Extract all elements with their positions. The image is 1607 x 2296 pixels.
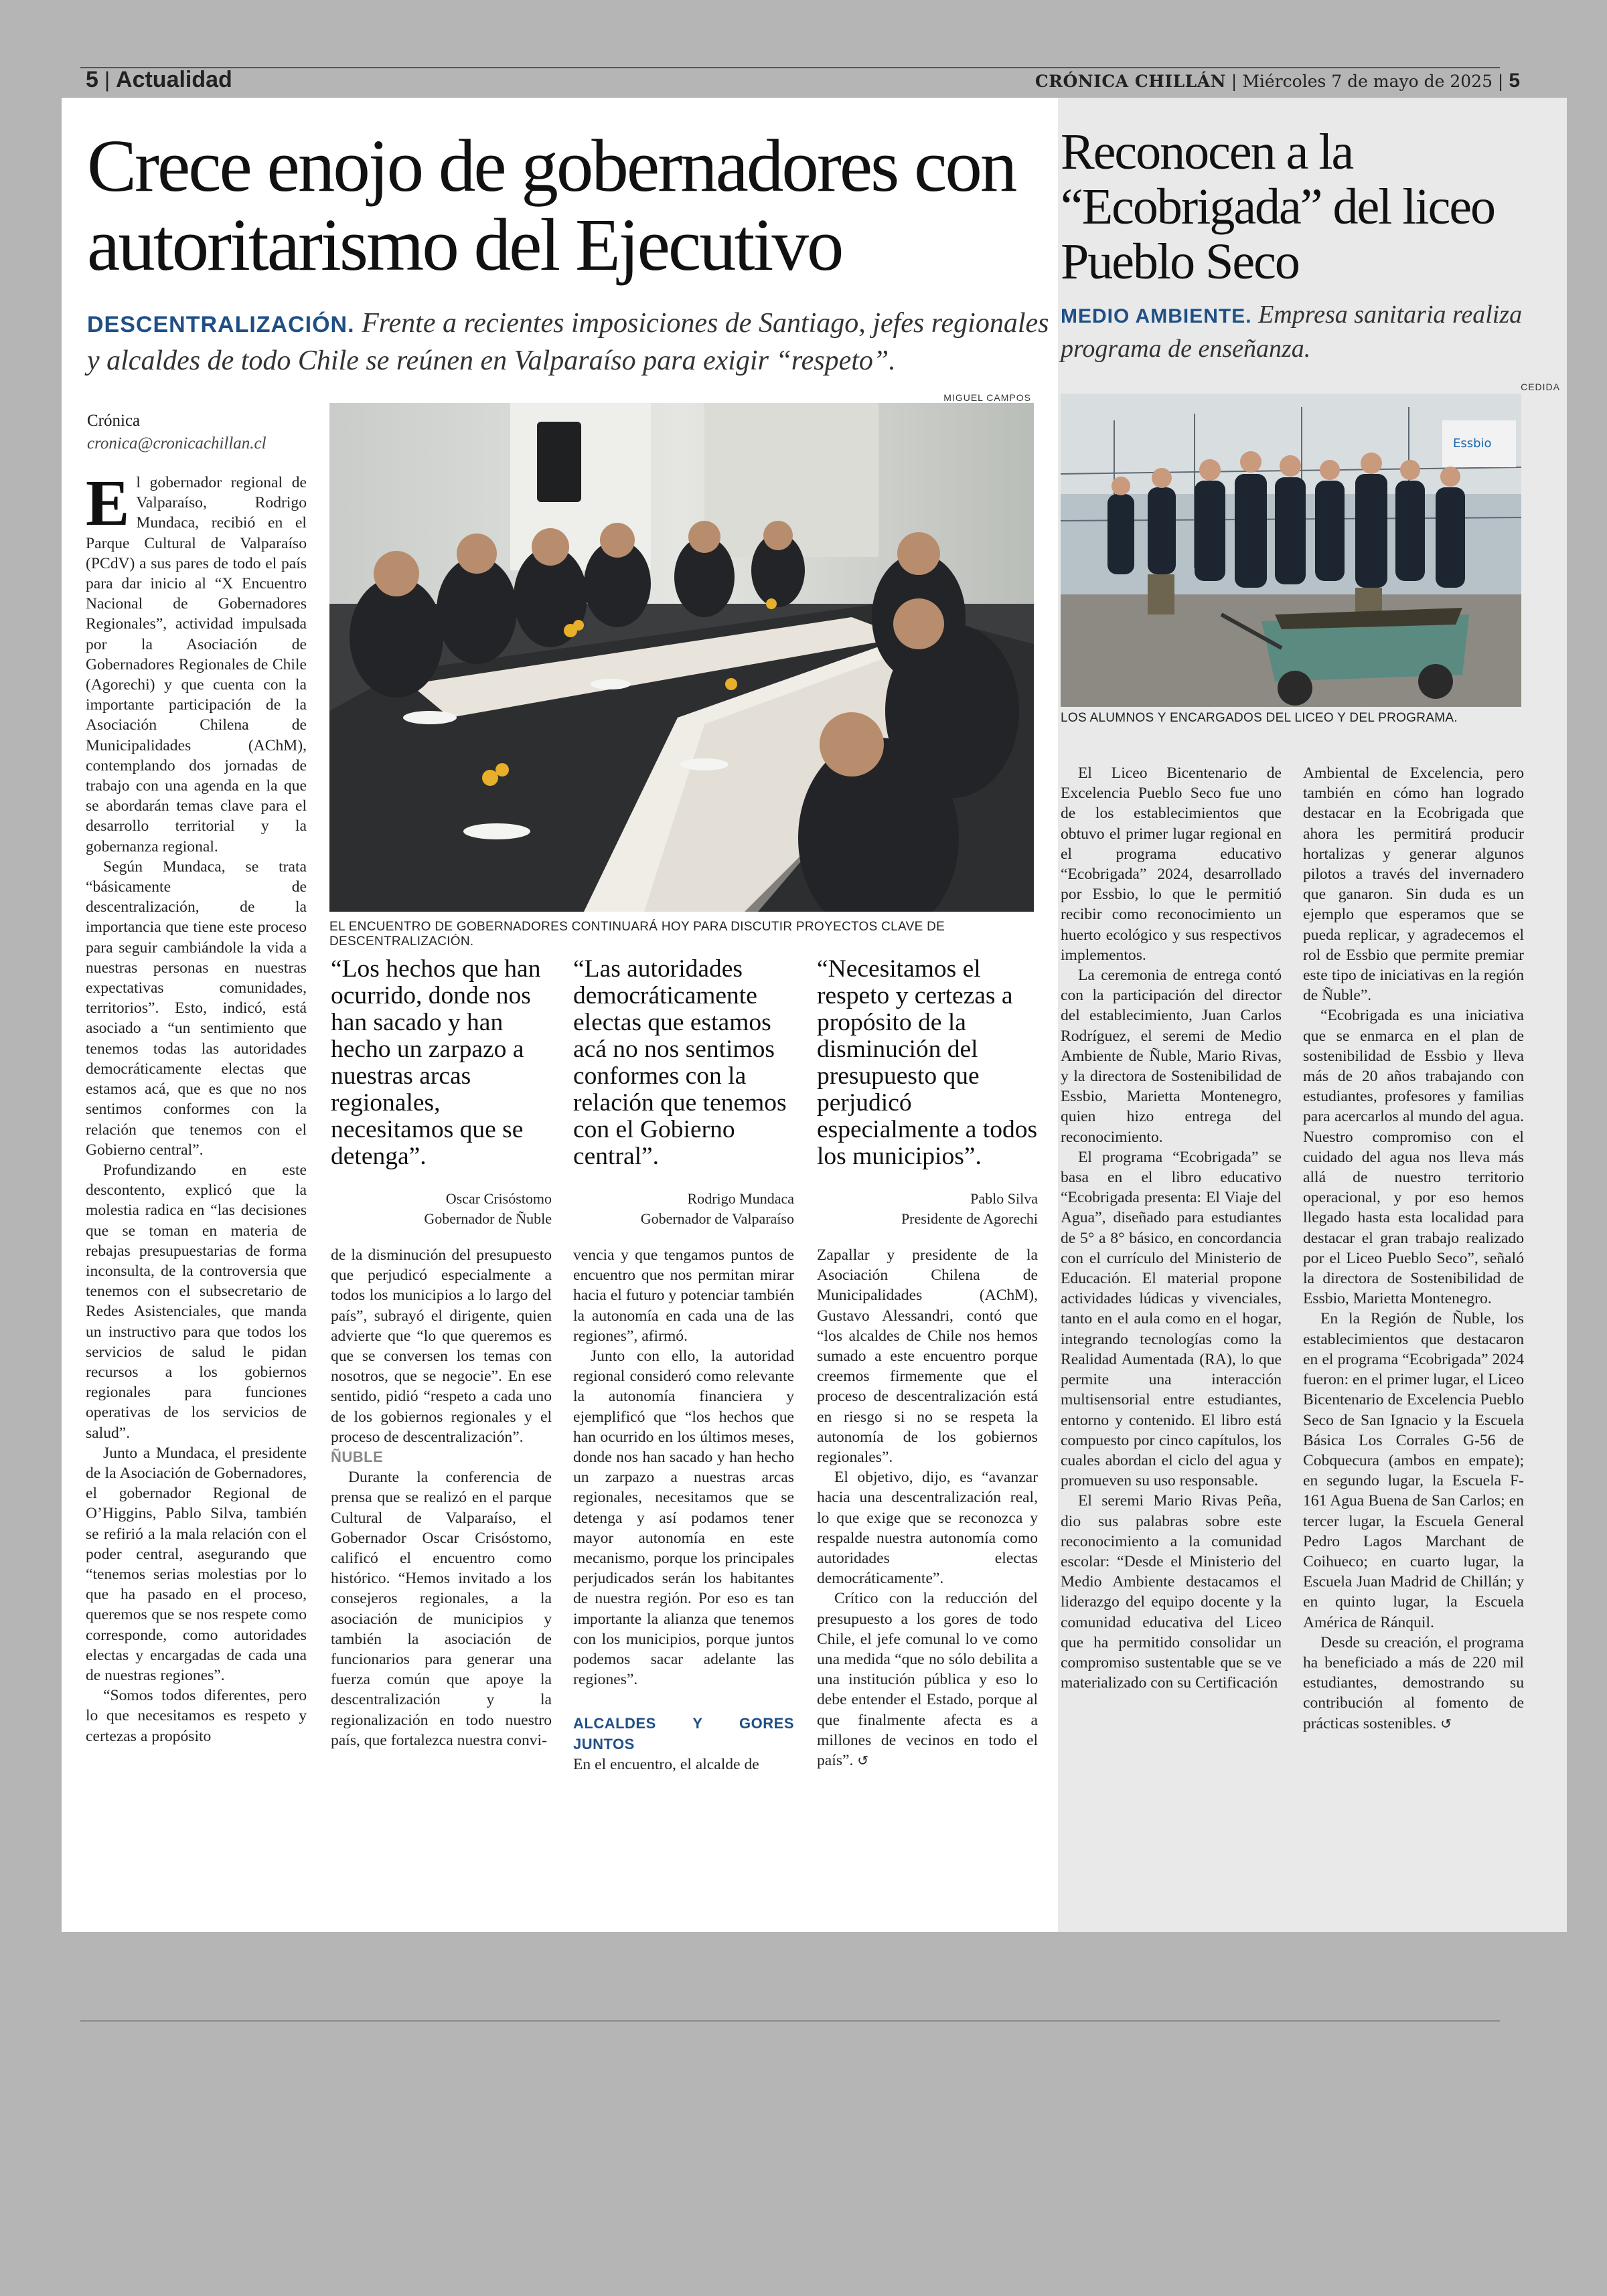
body-column-4 — [817, 1245, 1038, 1771]
author-email: cronica@cronicachillan.cl — [87, 434, 266, 453]
photo-credit: MIGUEL CAMPOS — [943, 392, 1031, 403]
paragraph: El gobernador regional de Valparaíso, Rodrigo Mundaca, recibió en el Parque Cultural de Valparaíso (PCdV) a sus pares de todo el país para dar inicio al “X Encuentro Nacional de Gobernadores Regionales”, actividad impulsada por la Asociación de Gobernadores Regionales de Chile (Agorechi) y que cuenta con la importante participación de la Asociación Chilena de Municipalidades (AChM), contemplando dos jornadas de trabajo con una agenda en la que se abordarán temas clave para el desarrollo territorial y la gobernanza regional. — [86, 467, 307, 855]
quote-attribution-2 — [573, 1189, 794, 1229]
side-headline: Reconocen a la “Ecobrigada” del liceo Pueblo Seco — [1061, 124, 1495, 290]
paragraph: Ambiental de Excelencia, pero también en cómo han logrado destacar en la Ecobrigada que ahora les permitirá producir hortalizas y generar algunos pilotos a través del invernadero que ganaron. Sin duda es un ejemplo que esperamos que se pueda replicar, y agradecemos el rol de Essbio que permite premiar este tipo de iniciativas en la región de Ñuble”. — [1303, 764, 1524, 1005]
speaker-icon — [537, 422, 581, 502]
quote-attribution-3 — [817, 1189, 1038, 1229]
footer-rule — [80, 2020, 1500, 2022]
quote-name: Oscar Crisóstomo — [445, 1190, 552, 1207]
body-column-2 — [331, 1245, 552, 1750]
paragraph: Durante la conferencia de prensa que se realizó en el parque Cultural de Valparaíso, el Gobernador Oscar Crisóstomo, calificó el encuentro como histórico. “Hemos invitado a los consejeros regionales, a la asociación de municipios y también la asociación de funcionarios para generar una fuerza común que apoye la descentralización y la regionalización en todo nuestro país, que fortalezca nuestra convi- — [331, 1469, 552, 1749]
paragraph: La ceremonia de entrega contó con la participación del director del establecimiento, Juan Carlos Rodríguez, el seremi de Medio Ambiente de Ñuble, Mario Rivas, y la directora de Sostenibilidad de Essbio, Marietta Montenegro, quien hizo entrega del reconocimiento. — [1061, 967, 1282, 1146]
paragraph: “Somos todos diferentes, pero lo que necesitamos es respeto y certezas a propósito — [86, 1687, 307, 1745]
side-deck-text: Empresa sanitaria realiza programa de enseñanza. — [1061, 301, 1523, 363]
quote-attribution-1 — [331, 1189, 552, 1229]
side-photo-credit: CEDIDA — [1521, 382, 1560, 392]
paragraph: Junto a Mundaca, el presidente de la Asociación de Gobernadores, el gobernador Regional de O’Higgins, Pablo Silva, también se refirió a la mala relación con el poder central, asegurando que “tenemos serias molestias por lo que ha pasado en el proceso, queremos que se nos respete como corresponde, como autoridades electas y encargadas de cada una de nuestras regiones”. — [86, 1444, 307, 1684]
paragraph: En la Región de Ñuble, los establecimientos que destacaron en el programa “Ecobrigada” 2024 fueron: en el primer lugar, el Liceo Bicentenario de Excelencia Pueblo Seco de San Ignacio y la Escuela Básica Los Corrales G-56 de Cobquecura (ambos en empate); en segundo lugar, la Escuela F-161 Agua Buena de San Carlos; en tercer lugar, la Escuela General Pedro Lagos Marchant de Coihueco; en cuarto lugar, la Escuela Juan Madrid de Chillán; y en quinto lugar, la Escuela América de Ránquil. — [1303, 1310, 1524, 1631]
quote-role: Gobernador de Valparaíso — [640, 1210, 794, 1227]
pull-quote-2: “Las autoridades democráticamente electas que estamos acá no nos sentimos conformes con la relación que tenemos con el Gobierno central”. — [573, 955, 787, 1170]
ecobrigada-photo — [1061, 394, 1521, 707]
publication-date: Miércoles 7 de mayo de 2025 — [1242, 72, 1493, 91]
subhead-nuble: ÑUBLE — [331, 1449, 384, 1466]
author: Crónica — [87, 412, 141, 430]
publication-name: CRÓNICA CHILLÁN — [1035, 72, 1226, 91]
paragraph: El seremi Mario Rivas Peña, dio sus palabras sobre este reconocimiento a la comunidad escolar: “Desde el Ministerio del Medio Ambiente destacamos el liderazgo del equipo docente y la comunidad educativa del Liceo que ha permitido consolidar un compromiso sustentable que se ve materializado con su Certificación — [1061, 1492, 1282, 1692]
side-column-1 — [1061, 763, 1282, 1693]
dropcap: E — [86, 467, 130, 540]
subhead-alcaldes: ALCALDES Y GORES JUNTOS — [573, 1715, 794, 1752]
end-mark-icon: ↺ — [857, 1752, 869, 1769]
paragraph: El programa “Ecobrigada” se basa en el libro educativo “Ecobrigada presenta: El Viaje del Agua”, diseñado para estudiantes de 5° a 8° básico, en concordancia con el currículo del Ministerio de Educación. El material propone actividades lúdicas y vivenciales, tanto en el aula como en el hogar, integrando tecnologías como la Realidad Aumentada (RA), lo que permite una interacción multisensorial entre estudiantes, entorno y contenido. El libro está compuesto por cinco capítulos, los cuales abordan el ciclo del agua y promueven su uso responsable. — [1061, 1148, 1282, 1490]
page-number: 5 — [1509, 70, 1520, 92]
section-header: 5 | Actualidad — [86, 67, 232, 92]
quote-role: Presidente de Agorechi — [901, 1210, 1038, 1227]
side-photo-caption: LOS ALUMNOS Y ENCARGADOS DEL LICEO Y DEL PROGRAMA. — [1061, 711, 1458, 725]
main-deck-text: Frente a recientes imposiciones de Santiago, jefes regionales y alcaldes de todo Chile se reúnen en Valparaíso para exigir “respeto”. — [87, 308, 1049, 376]
pull-quote-3: “Necesitamos el respeto y certezas a propósito de la disminución del presupuesto que perjudicó especialmente a todos los municipios”. — [817, 955, 1038, 1170]
photo-caption: EL ENCUENTRO DE GOBERNADORES CONTINUARÁ HOY PARA DISCUTIR PROYECTOS CLAVE DE DESCENTRALIZACIÓN. — [329, 920, 945, 949]
side-column-2 — [1303, 763, 1524, 1734]
paragraph: El objetivo, dijo, es “avanzar hacia una descentralización real, lo que exige que se reconozca y respalde nuestra autonomía como autoridades electas democráticamente”. — [817, 1469, 1038, 1588]
side-kicker: MEDIO AMBIENTE. — [1061, 305, 1252, 327]
main-deck — [87, 305, 1051, 379]
side-deck — [1061, 299, 1556, 365]
meeting-photo — [329, 403, 1034, 912]
paragraph: Junto con ello, la autoridad regional consideró como relevante la autonomía financiera y ejemplificó que “los hechos que han ocurrido en los últimos meses, donde nos han sacado y han hecho un zarpazo a nuestras arcas regionales, necesitamos que se detenga y así podamos tener mayor autonomía en este mecanismo, porque los principales perjudicados serán los habitantes de nuestra región. Por eso es tan importante la alianza que tenemos con los municipios, porque juntos podemos sacar adelante las regiones”. — [573, 1347, 794, 1689]
quote-name: Pablo Silva — [970, 1190, 1038, 1207]
paragraph: Zapallar y presidente de la Asociación Chilena de Municipalidades (AChM), Gustavo Alessandri, contó que “los alcaldes de Chile nos hemos sumado a este encuentro porque creemos firmemente que el proceso de descentralización está en riesgo si no se respeta la autonomía de los gobiernos regionales”. — [817, 1246, 1038, 1467]
main-kicker: DESCENTRALIZACIÓN. — [87, 312, 355, 337]
paragraph: Desde su creación, el programa ha beneficiado a más de 220 mil estudiantes, demostrando su contribución al fomento de prácticas sostenibles. ↺ — [1303, 1633, 1524, 1732]
paragraph: “Ecobrigada es una iniciativa que se enmarca en el plan de sostenibilidad de Essbio y lleva más de 20 años trabajando con estudiantes, profesores y familias para acercarlos al mundo del agua. Nuestro compromiso con el cuidado del agua nos lleva más allá de nuestro territorio operacional, y por eso hemos llegado hasta esta localidad para destacar el gran trabajo realizado por el Liceo Pueblo Seco”, señaló la directora de Sostenibilidad de Essbio, Marietta Montenegro. — [1303, 1007, 1524, 1308]
paragraph: Según Mundaca, se trata “básicamente de descentralización, de la importancia que tiene este proceso para seguir cambiándole la vida a nuestras personas en nuestras expectativas comunidades, territorios”. Esto, indicó, está asociado a “un sentimiento que tenemos todas las autoridades democráticamente electas que estamos acá, que es que no nos sentimos conformes con la relación que tenemos con el Gobierno central”. — [86, 857, 307, 1159]
section-name: Actualidad — [116, 67, 232, 92]
paragraph: Crítico con la reducción del presupuesto a los gores de todo Chile, el jefe comunal lo ve como una medida “que no sólo debilita a una institución pública y eso lo debe entender el Estado, porque al que finalmente afecta es a millones de vecinos en todo el país”. ↺ — [817, 1590, 1038, 1770]
quote-role: Gobernador de Ñuble — [424, 1210, 552, 1227]
end-mark-icon: ↺ — [1440, 1715, 1452, 1732]
paragraph: Profundizando en este descontento, explicó que la molestia radica en “las decisiones que se toman en materia de rebajas presupuestarias de forma inconsulta, de la controversia que tenemos con el subsecretario de Redes Asistenciales, que manda un instructivo para que todos los servicios de salud le pidan recursos a los gobiernos regionales para funciones operativas de los servicios de salud”. — [86, 1161, 307, 1442]
quote-name: Rodrigo Mundaca — [687, 1190, 794, 1207]
body-column-1 — [86, 467, 307, 1746]
paragraph: El Liceo Bicentenario de Excelencia Pueblo Seco fue uno de los establecimientos que obtuvo el primer lugar regional en el programa educativo “Ecobrigada” 2024, desarrollado por Essbio, lo que le permitió recibir como reconocimiento un huerto ecológico y sus respectivos implementos. — [1061, 764, 1282, 964]
sign-text: Essbio — [1453, 436, 1492, 450]
paragraph: de la disminución del presupuesto que perjudicó especialmente a todos los municipios a lo largo del país”, subrayó el dirigente, quien advierte que “lo que queremos es que se conversen los temas con nosotros, que se negocie”. En ese sentido, pidió “respeto a cada uno de los gobiernos regionales y el proceso de descentralización”. — [331, 1246, 552, 1446]
byline — [87, 410, 266, 455]
header-rule — [80, 67, 1500, 68]
main-headline: Crece enojo de gobernadores con autoritarismo del Ejecutivo — [87, 125, 1016, 286]
section-number: 5 — [86, 67, 98, 92]
paragraph: vencia y que tengamos puntos de encuentro que nos permitan mirar hacia el futuro y potenciar también la autonomía en cada una de las regiones”, afirmó. — [573, 1246, 794, 1345]
pull-quote-1: “Los hechos que han ocurrido, donde nos han sacado y han hecho un zarpazo a nuestras arcas regionales, necesitamos que se detenga”. — [331, 955, 541, 1170]
body-column-3 — [573, 1245, 794, 1775]
publication-header: CRÓNICA CHILLÁN | Miércoles 7 de mayo de 2025 | 5 — [1035, 70, 1520, 92]
paragraph: En el encuentro, el alcalde de — [573, 1755, 759, 1773]
